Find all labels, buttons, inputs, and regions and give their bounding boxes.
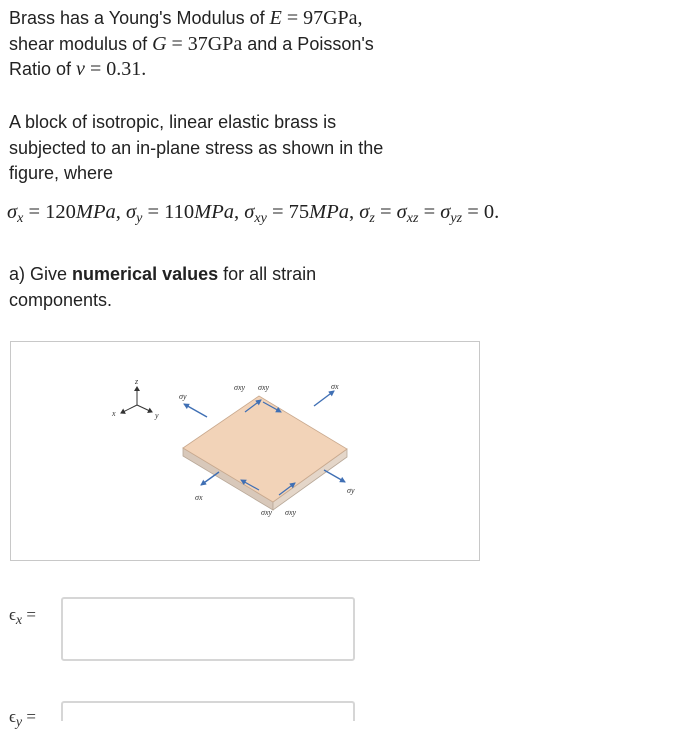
arrow-sigma-y-left [184, 404, 207, 417]
axis-label-z: z [135, 377, 139, 386]
brass-plate [183, 396, 347, 510]
label-sigma-xy-top-1: σxy [234, 383, 246, 392]
coordinate-axes [111, 377, 159, 420]
stress-equation: $\sigma_x = 120MPa$, $\sigma_y = 110MPa$, $\sigma_{xy} = 75MPa$, $\sigma_z = \sigma_{xz} = \sigma_{yz} = 0$. [7, 201, 500, 226]
label-sigma-xy-bot-2: σxy [285, 508, 297, 517]
arrow-sigma-x-right [314, 391, 334, 406]
arrow-sigma-y-right [324, 470, 345, 482]
intro-paragraph: Brass has a Young's Modulus of E = 97GPa, shear modulus of G = 37GPa and a Poisson's Ratio of ν = 0.31. [9, 7, 374, 80]
epsilon-x-input[interactable] [61, 597, 355, 661]
plate-top [183, 396, 347, 502]
stress-figure [10, 341, 480, 561]
axis-label-x: x [112, 409, 116, 418]
epsilon-x-label: $\epsilon_x$ = [9, 605, 36, 628]
label-sigma-y-right: σy [347, 486, 355, 495]
x-axis [121, 405, 137, 413]
y-axis [137, 405, 152, 412]
value-E: = 97GPa, [281, 7, 363, 29]
label-sigma-xy-top-2: σxy [258, 383, 270, 392]
value-nu: = 0.31. [84, 58, 147, 80]
epsilon-y-input[interactable] [61, 701, 355, 721]
value-G: = 37GPa [166, 32, 243, 55]
symbol-G: G [152, 32, 167, 55]
problem-paragraph: A block of isotropic, linear elastic brass is subjected to an in-plane stress as shown in the figure, where [9, 112, 384, 183]
axis-label-y: y [155, 411, 159, 420]
label-sigma-x-right: σx [331, 382, 339, 391]
label-sigma-x-left: σx [195, 493, 203, 502]
label-sigma-xy-bot-1: σxy [261, 508, 273, 517]
question-emphasis: numerical values [72, 264, 219, 284]
arrow-sigma-x-left [201, 472, 219, 485]
epsilon-y-label: $\epsilon_y$ = [9, 707, 36, 730]
stress-diagram [11, 342, 481, 562]
symbol-E: E [269, 7, 282, 29]
label-sigma-y-left: σy [179, 392, 187, 401]
question-text: a) Give numerical values for all strain components. [9, 264, 317, 310]
symbol-nu: ν [76, 58, 85, 80]
